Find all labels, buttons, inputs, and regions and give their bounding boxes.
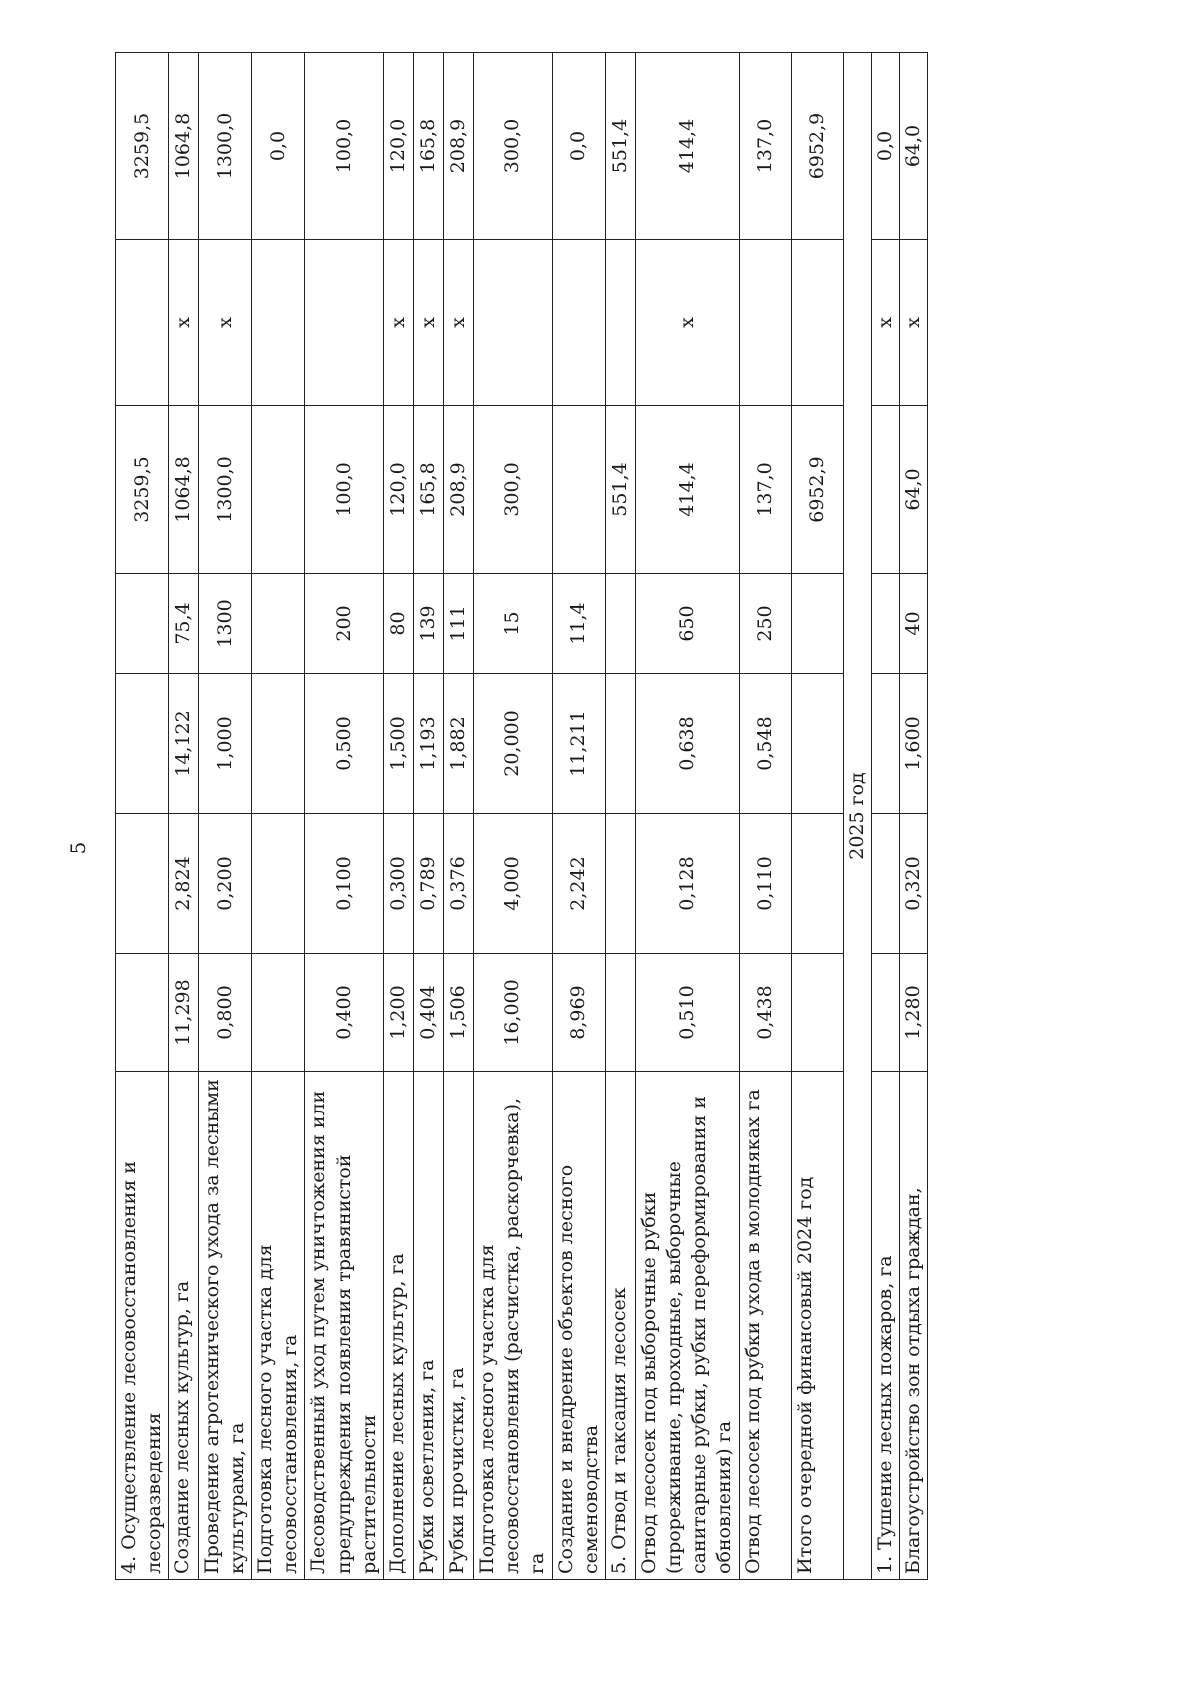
year-label: 2025 год (843, 53, 871, 1580)
row-value-cell-g: 3259,5 (116, 53, 169, 240)
row-value-cell-f: х (413, 240, 443, 406)
row-value-cell-f (305, 240, 383, 406)
row-value-cell-a: 1,280 (900, 954, 928, 1072)
row-value-cell-b: 4,000 (473, 814, 552, 954)
row-name-cell: Отвод лесосек под выборочные рубки (прореживание, проходные, выборочные санитарные рубки, рубки переформирования и обновления) га (635, 1072, 739, 1580)
row-value-cell-e: 137,0 (739, 406, 791, 574)
row-value-cell-e: 551,4 (605, 406, 635, 574)
row-value-cell-a: 16,000 (473, 954, 552, 1072)
table-row (605, 53, 635, 1580)
row-value-cell-a (605, 954, 635, 1072)
row-value-cell-g: 137,0 (739, 53, 791, 240)
row-value-cell-b: 0,300 (383, 814, 413, 954)
row-value-cell-f (116, 240, 169, 406)
row-value-cell-g: 165,8 (413, 53, 443, 240)
row-name-cell: Проведение агротехнического ухода за лесными культурами, га (199, 1072, 252, 1580)
row-name-cell: 5. Отвод и таксация лесосек (605, 1072, 635, 1580)
row-value-cell-a (252, 954, 305, 1072)
rotated-table-wrapper (115, 53, 1012, 1580)
row-value-cell-b: 0,789 (413, 814, 443, 954)
row-value-cell-g: 0,0 (871, 53, 899, 240)
row-value-cell-c: 0,638 (635, 674, 739, 814)
row-value-cell-g: 551,4 (605, 53, 635, 240)
row-value-cell-c (871, 674, 899, 814)
row-value-cell-b: 0,320 (900, 814, 928, 954)
row-value-cell-c (252, 674, 305, 814)
row-value-cell-d: 15 (473, 574, 552, 674)
row-value-cell-f: х (383, 240, 413, 406)
row-value-cell-e: 1064,8 (169, 406, 199, 574)
row-value-cell-d: 80 (383, 574, 413, 674)
row-value-cell-f (552, 240, 605, 406)
page-number: 5 (66, 841, 90, 855)
row-value-cell-c: 1,000 (199, 674, 252, 814)
row-value-cell-d: 200 (305, 574, 383, 674)
row-value-cell-e: 208,9 (443, 406, 473, 574)
row-value-cell-c: 0,500 (305, 674, 383, 814)
row-value-cell-e: 165,8 (413, 406, 443, 574)
row-value-cell-b (252, 814, 305, 954)
row-name-cell: 4. Осуществление лесовосстановления и лесоразведения (116, 1072, 169, 1580)
row-value-cell-g: 1300,0 (199, 53, 252, 240)
row-value-cell-g: 300,0 (473, 53, 552, 240)
row-value-cell-e: 64,0 (900, 406, 928, 574)
table-row (305, 53, 383, 1580)
row-value-cell-d: 250 (739, 574, 791, 674)
row-value-cell-f: х (443, 240, 473, 406)
table-row (413, 53, 443, 1580)
row-name-cell: Отвод лесосек под рубки ухода в молодняках га (739, 1072, 791, 1580)
row-value-cell-b: 0,200 (199, 814, 252, 954)
row-value-cell-c: 1,193 (413, 674, 443, 814)
row-value-cell-g: 64,0 (900, 53, 928, 240)
year-separator-row (843, 53, 871, 1580)
row-value-cell-b: 0,376 (443, 814, 473, 954)
row-value-cell-f (473, 240, 552, 406)
row-value-cell-b: 0,110 (739, 814, 791, 954)
row-value-cell-f (605, 240, 635, 406)
row-value-cell-c: 20,000 (473, 674, 552, 814)
table-row (552, 53, 605, 1580)
row-name-cell: Рубки прочистки, га (443, 1072, 473, 1580)
row-value-cell-f (739, 240, 791, 406)
row-name-cell: Благоустройство зон отдыха граждан, (900, 1072, 928, 1580)
row-value-cell-e: 300,0 (473, 406, 552, 574)
row-value-cell-g: 1064,8 (169, 53, 199, 240)
row-value-cell-d: 11,4 (552, 574, 605, 674)
row-name-cell: Лесоводственный уход путем уничтожения или предупреждения появления травянистой растительности (305, 1072, 383, 1580)
row-name-cell: Подготовка лесного участка для лесовосстановления, га (252, 1072, 305, 1580)
row-value-cell-f: х (199, 240, 252, 406)
row-value-cell-a: 1,506 (443, 954, 473, 1072)
table-row (791, 53, 843, 1580)
row-value-cell-f (791, 240, 843, 406)
row-value-cell-b (871, 814, 899, 954)
row-value-cell-g: 120,0 (383, 53, 413, 240)
row-value-cell-a: 0,404 (413, 954, 443, 1072)
row-value-cell-b: 0,128 (635, 814, 739, 954)
row-value-cell-a: 8,969 (552, 954, 605, 1072)
row-value-cell-b (791, 814, 843, 954)
table-row (199, 53, 252, 1580)
row-value-cell-g: 100,0 (305, 53, 383, 240)
row-value-cell-d: 111 (443, 574, 473, 674)
row-value-cell-d: 1300 (199, 574, 252, 674)
row-value-cell-g: 208,9 (443, 53, 473, 240)
row-value-cell-d (116, 574, 169, 674)
row-value-cell-d (252, 574, 305, 674)
row-value-cell-c (116, 674, 169, 814)
table-row (169, 53, 199, 1580)
row-name-cell: Подготовка лесного участка для лесовосстановления (расчистка, раскорчевка), га (473, 1072, 552, 1580)
table-row (383, 53, 413, 1580)
row-value-cell-b (116, 814, 169, 954)
row-value-cell-d (605, 574, 635, 674)
row-value-cell-f: х (900, 240, 928, 406)
row-name-cell: Создание лесных культур, га (169, 1072, 199, 1580)
activities-table (115, 52, 928, 1580)
row-value-cell-a: 0,400 (305, 954, 383, 1072)
row-name-cell: 1. Тушение лесных пожаров, га (871, 1072, 899, 1580)
row-value-cell-b: 2,242 (552, 814, 605, 954)
row-value-cell-d: 40 (900, 574, 928, 674)
row-value-cell-a: 1,200 (383, 954, 413, 1072)
row-value-cell-a: 0,438 (739, 954, 791, 1072)
row-value-cell-e: 6952,9 (791, 406, 843, 574)
row-value-cell-e (552, 406, 605, 574)
row-value-cell-b: 2,824 (169, 814, 199, 954)
row-value-cell-a: 0,510 (635, 954, 739, 1072)
row-value-cell-c: 11,211 (552, 674, 605, 814)
row-value-cell-e: 414,4 (635, 406, 739, 574)
table-row (473, 53, 552, 1580)
row-value-cell-e: 1300,0 (199, 406, 252, 574)
row-value-cell-c: 0,548 (739, 674, 791, 814)
table-row (871, 53, 899, 1580)
row-value-cell-c (791, 674, 843, 814)
table-row (252, 53, 305, 1580)
row-value-cell-f: х (169, 240, 199, 406)
row-name-cell: Рубки осветления, га (413, 1072, 443, 1580)
row-value-cell-d: 650 (635, 574, 739, 674)
row-value-cell-c (605, 674, 635, 814)
row-name-cell: Дополнение лесных культур, га (383, 1072, 413, 1580)
row-value-cell-e: 3259,5 (116, 406, 169, 574)
row-value-cell-b: 0,100 (305, 814, 383, 954)
row-value-cell-g: 414,4 (635, 53, 739, 240)
row-value-cell-c: 1,600 (900, 674, 928, 814)
table-row (739, 53, 791, 1580)
row-value-cell-a (116, 954, 169, 1072)
row-value-cell-f (252, 240, 305, 406)
row-value-cell-e (252, 406, 305, 574)
row-value-cell-g: 6952,9 (791, 53, 843, 240)
row-value-cell-c: 14,122 (169, 674, 199, 814)
row-name-cell: Создание и внедрение объектов лесного семеноводства (552, 1072, 605, 1580)
row-value-cell-a (791, 954, 843, 1072)
row-value-cell-d: 139 (413, 574, 443, 674)
row-value-cell-b (605, 814, 635, 954)
row-value-cell-d (871, 574, 899, 674)
row-value-cell-a: 11,298 (169, 954, 199, 1072)
row-value-cell-a (871, 954, 899, 1072)
row-value-cell-g: 0,0 (552, 53, 605, 240)
row-value-cell-e (871, 406, 899, 574)
row-value-cell-c: 1,882 (443, 674, 473, 814)
table-row (900, 53, 928, 1580)
row-value-cell-e: 100,0 (305, 406, 383, 574)
row-value-cell-f: х (635, 240, 739, 406)
table-row (116, 53, 169, 1580)
table-row (443, 53, 473, 1580)
row-value-cell-e: 120,0 (383, 406, 413, 574)
row-value-cell-d (791, 574, 843, 674)
row-value-cell-c: 1,500 (383, 674, 413, 814)
row-value-cell-d: 75,4 (169, 574, 199, 674)
row-value-cell-f: х (871, 240, 899, 406)
row-name-cell: Итого очередной финансовый 2024 год (791, 1072, 843, 1580)
row-value-cell-a: 0,800 (199, 954, 252, 1072)
table-row (635, 53, 739, 1580)
row-value-cell-g: 0,0 (252, 53, 305, 240)
